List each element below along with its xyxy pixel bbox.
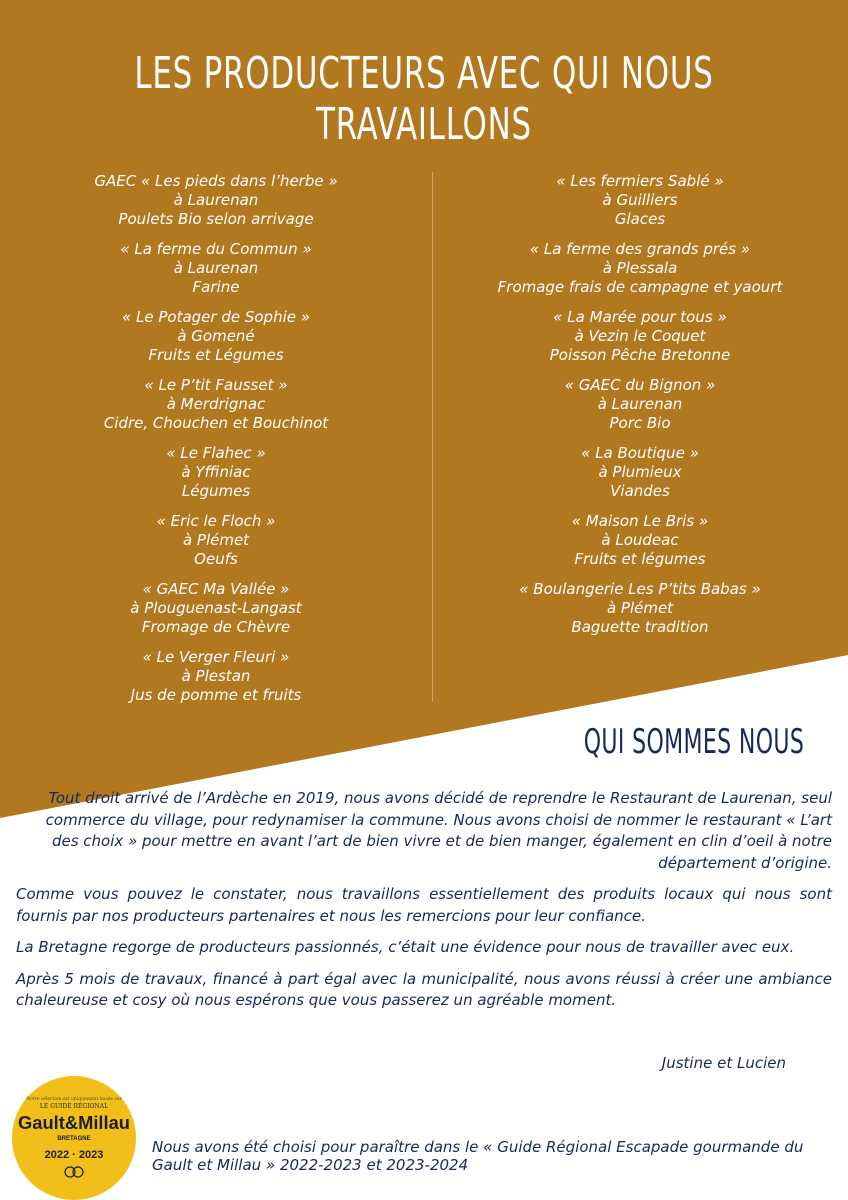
- about-paragraph: La Bretagne regorge de producteurs passionnés, c’était une évidence pour nous de travailler avec eux.: [16, 938, 795, 956]
- producer-place: à Plestan: [181, 667, 251, 685]
- producer-entry: [440, 444, 840, 501]
- producer-name: « La ferme des grands prés »: [529, 240, 751, 258]
- producer-name: « GAEC du Bignon »: [564, 376, 716, 394]
- producer-name: « Le Potager de Sophie »: [121, 308, 311, 326]
- producer-name: « Les fermiers Sablé »: [556, 172, 724, 190]
- producer-entry: [16, 580, 416, 637]
- producer-product: Poisson Pêche Bretonne: [549, 346, 731, 364]
- producer-place: à Loudeac: [601, 531, 679, 549]
- producer-name: « Le Flahec »: [166, 444, 266, 462]
- producers-left-column: [16, 172, 416, 716]
- producer-place: à Plémet: [606, 599, 674, 617]
- producers-right-column: [440, 172, 840, 648]
- producer-name: « La ferme du Commun »: [120, 240, 312, 258]
- producer-place: à Laurenan: [173, 191, 259, 209]
- about-text: [16, 788, 832, 1022]
- about-paragraph: Tout droit arrivé de l’Ardèche en 2019, nous avons décidé de reprendre le Restaurant de Laurenan, seul commerce du village, pour redynamiser la commune. Nous avons choisi de nommer le restaurant « L’art des choix » pour mettre en avant l’art de bien vivre et de bien manger, également en clin d’oeil à notre département d’origine.: [45, 789, 832, 872]
- producer-product: Porc Bio: [609, 414, 671, 432]
- badge-brand: Gault&Millau: [18, 1113, 130, 1133]
- producer-product: Cidre, Chouchen et Bouchinot: [103, 414, 329, 432]
- producer-entry: [440, 172, 840, 229]
- producer-name: « La Boutique »: [581, 444, 699, 462]
- signature: Justine et Lucien: [661, 1054, 786, 1072]
- producer-entry: [16, 240, 416, 297]
- producer-product: Jus de pomme et fruits: [130, 686, 302, 704]
- producer-name: « La Marée pour tous »: [553, 308, 727, 326]
- page-title: LES PRODUCTEURS AVEC QUI NOUS TRAVAILLONS: [134, 48, 714, 150]
- producer-name: « Maison Le Bris »: [571, 512, 709, 530]
- about-heading: QUI SOMMES NOUS: [583, 722, 804, 762]
- column-divider: [432, 172, 433, 702]
- producer-place: à Yffiniac: [181, 463, 251, 481]
- gault-millau-badge: [8, 1072, 140, 1200]
- producer-name: GAEC « Les pieds dans l’herbe »: [94, 172, 338, 190]
- producer-product: Légumes: [181, 482, 251, 500]
- badge-years: 2022 · 2023: [44, 1149, 104, 1161]
- producer-entry: [440, 512, 840, 569]
- producer-product: Oeufs: [194, 550, 238, 568]
- producer-product: Farine: [192, 278, 240, 296]
- producer-entry: [440, 580, 840, 637]
- producer-place: à Vezin le Coquet: [574, 327, 706, 345]
- producer-place: à Guilliers: [602, 191, 678, 209]
- producer-entry: [440, 240, 840, 297]
- producer-entry: [16, 172, 416, 229]
- producer-product: Fromage de Chèvre: [141, 618, 291, 636]
- guide-notice: Nous avons été choisi pour paraître dans le « Guide Régional Escapade gourmande du Gault et Millau » 2022-2023 et 2023-2024: [152, 1138, 804, 1174]
- producer-entry: [440, 376, 840, 433]
- producer-product: Fruits et Légumes: [148, 346, 284, 364]
- producer-product: Viandes: [610, 482, 670, 500]
- producer-entry: [440, 308, 840, 365]
- producer-place: à Plémet: [182, 531, 250, 549]
- producer-place: à Merdrignac: [166, 395, 266, 413]
- badge-region: BRETAGNE: [57, 1136, 91, 1142]
- about-paragraph: Après 5 mois de travaux, financé à part égal avec la municipalité, nous avons réussi à créer une ambiance chaleureuse et cosy où nous espérons que vous passerez un agréable moment.: [16, 969, 832, 1009]
- producer-name: « Eric le Floch »: [156, 512, 276, 530]
- producer-entry: [16, 512, 416, 569]
- producer-place: à Plessala: [602, 259, 678, 277]
- producer-product: Fromage frais de campagne et yaourt: [497, 278, 783, 296]
- producer-place: à Plumieux: [598, 463, 682, 481]
- producer-product: Glaces: [614, 210, 666, 228]
- producer-entry: [16, 308, 416, 365]
- producer-entry: [16, 648, 416, 705]
- producer-product: Poulets Bio selon arrivage: [118, 210, 314, 228]
- producer-place: à Laurenan: [597, 395, 683, 413]
- producer-name: « Le Verger Fleuri »: [142, 648, 290, 666]
- producer-place: à Gomené: [177, 327, 255, 345]
- producer-name: « Boulangerie Les P’tits Babas »: [519, 580, 761, 598]
- about-paragraph: Comme vous pouvez le constater, nous travaillons essentiellement des produits locaux qui nous sont fournis par nos producteurs partenaires et nous les remercions pour leur confiance.: [16, 885, 832, 925]
- producer-entry: [16, 376, 416, 433]
- producer-name: « GAEC Ma Vallée »: [142, 580, 290, 598]
- producer-entry: [16, 444, 416, 501]
- badge-top-text: Notre sélection est uniquement basée sur: [26, 1097, 122, 1102]
- producer-product: Baguette tradition: [571, 618, 709, 636]
- producer-product: Fruits et légumes: [574, 550, 706, 568]
- producer-name: « Le P’tit Fausset »: [144, 376, 288, 394]
- producer-place: à Plouguenast-Langast: [130, 599, 302, 617]
- producer-place: à Laurenan: [173, 259, 259, 277]
- badge-guide-label: LE GUIDE RÉGIONAL: [39, 1103, 109, 1110]
